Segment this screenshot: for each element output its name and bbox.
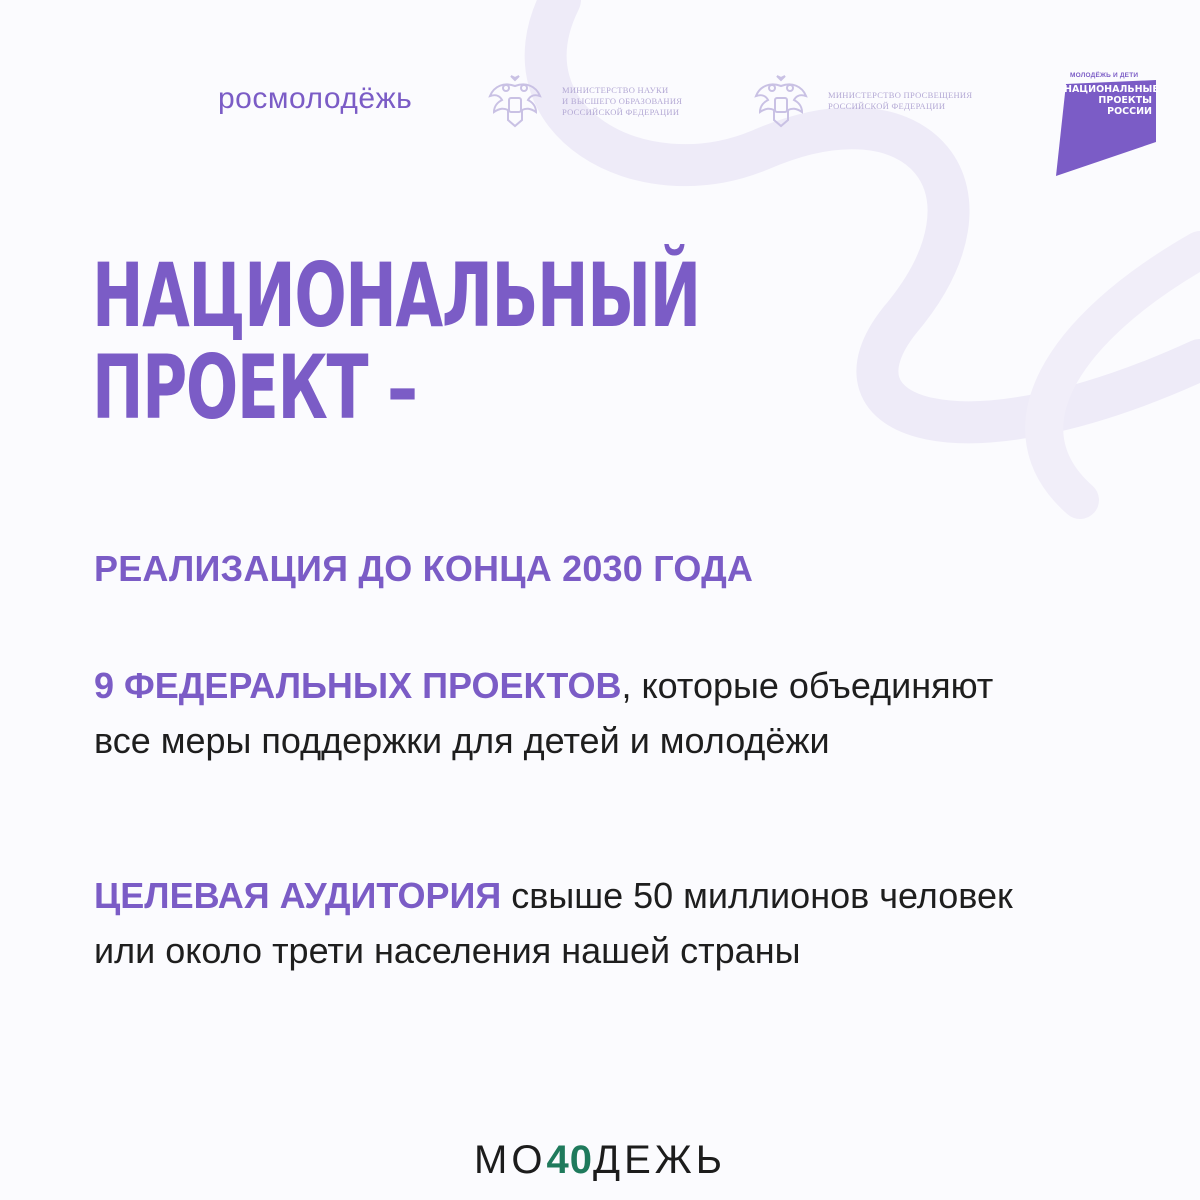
federal-projects-highlight: 9 ФЕДЕРАЛЬНЫХ ПРОЕКТОВ — [94, 665, 622, 706]
footer-logo-middle: 40 — [546, 1138, 593, 1182]
russian-emblem-icon — [486, 72, 544, 130]
ministry-science-line: РОССИЙСКОЙ ФЕДЕРАЦИИ — [562, 106, 680, 117]
national-projects-line: РОССИИ — [1107, 106, 1152, 117]
ministry-education-line: РОССИЙСКОЙ ФЕДЕРАЦИИ — [828, 101, 946, 111]
target-audience-paragraph — [94, 868, 1054, 978]
russian-emblem-icon — [752, 72, 810, 130]
ministry-science-logo — [486, 72, 682, 130]
ministry-science-line: И ВЫСШЕГО ОБРАЗОВАНИЯ — [562, 95, 683, 106]
headline-line: ПРОЕКТ – — [92, 336, 417, 439]
national-projects-title — [1064, 84, 1159, 117]
headline — [92, 244, 700, 439]
national-projects-line: ПРОЕКТЫ — [1098, 95, 1152, 106]
footer-logo — [0, 1138, 1200, 1183]
target-audience-highlight: ЦЕЛЕВАЯ АУДИТОРИЯ — [94, 875, 502, 916]
ministry-education-logo — [752, 72, 972, 130]
federal-projects-text: , которые объединяют все меры поддержки для детей и молодёжи — [94, 665, 994, 761]
ministry-education-name — [828, 90, 972, 112]
footer-logo-right: ДЕЖЬ — [592, 1138, 726, 1182]
headline-line: НАЦИОНАЛЬНЫЙ — [92, 244, 700, 347]
target-audience-text: свыше 50 миллионов человек или около трети населения нашей страны — [94, 875, 1013, 971]
footer-logo-left: МО — [474, 1138, 547, 1182]
subtitle: РЕАЛИЗАЦИЯ ДО КОНЦА 2030 ГОДА — [94, 548, 754, 589]
ministry-science-line: МИНИСТЕРСТВО НАУКИ — [562, 84, 669, 95]
national-projects-line: НАЦИОНАЛЬНЫЕ — [1064, 84, 1159, 95]
national-projects-logo — [1050, 58, 1160, 178]
ministry-science-name — [562, 85, 682, 118]
federal-projects-paragraph — [94, 658, 1054, 768]
ministry-education-line: МИНИСТЕРСТВО ПРОСВЕЩЕНИЯ — [828, 90, 973, 100]
national-projects-tagline: МОЛОДЁЖЬ И ДЕТИ — [1070, 72, 1139, 79]
rosmolodezh-logo: росмолодёжь — [218, 82, 413, 115]
